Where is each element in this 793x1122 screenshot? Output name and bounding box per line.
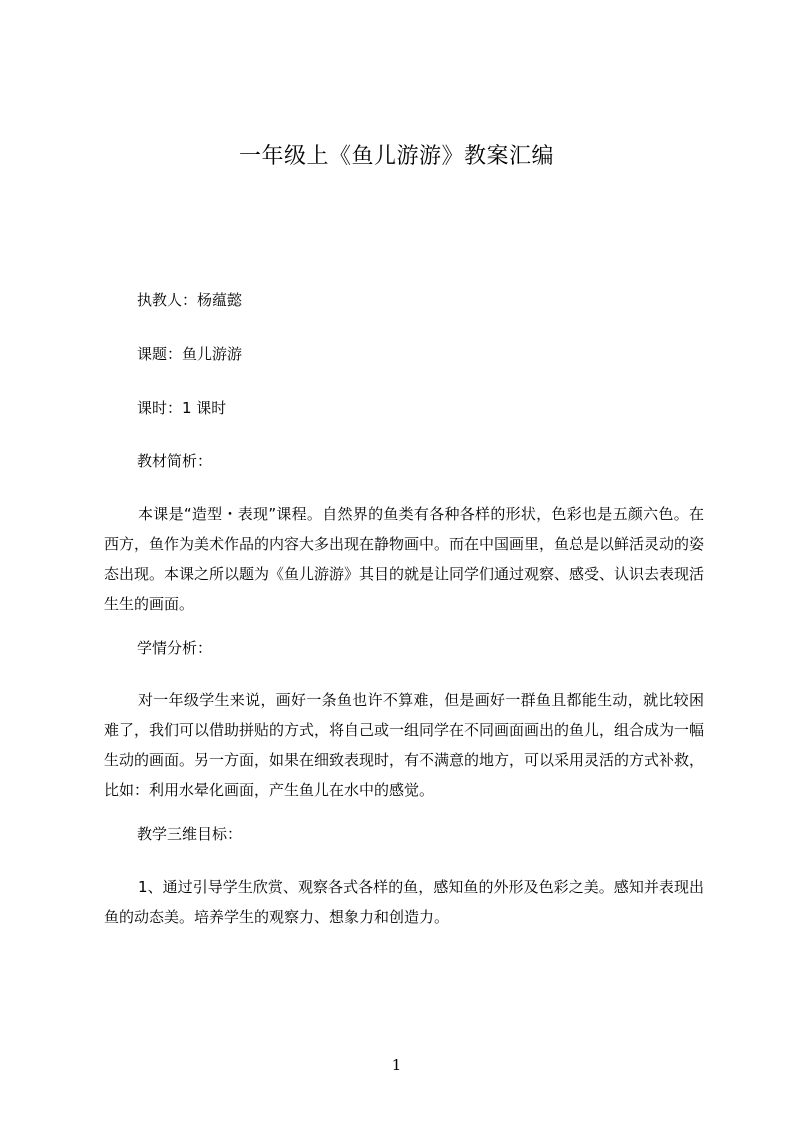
teacher-line: 执教人：杨蕴懿 xyxy=(137,291,243,309)
textbook-analysis-heading: 教材简析： xyxy=(137,452,213,470)
page-number: 1 xyxy=(391,1056,402,1074)
teaching-goals-paragraph: 1、通过引导学生欣赏、观察各式各样的鱼，感知鱼的外形及色彩之美。感知并表现出鱼的动态美。培养学生的观察力、想象力和创造力。 xyxy=(104,878,704,926)
student-analysis-paragraph: 对一年级学生来说，画好一条鱼也许不算难，但是画好一群鱼且都能生动，就比较困难了，我们可以借助拼贴的方式，将自己或一组同学在不同画面画出的鱼儿，组合成为一幅生动的画面。另一方面，如果在细致表现时，有不满意的地方，可以采用灵活的方式补救，比如：利用水晕化画面，产生鱼儿在水中的感觉。 xyxy=(104,691,705,799)
textbook-analysis-paragraph: 本课是“造型・表现”课程。自然界的鱼类有各种各样的形状，色彩也是五颜六色。在西方，鱼作为美术作品的内容大多出现在静物画中。而在中国画里，鱼总是以鲜活灵动的姿态出现。本课之所以题为《鱼儿游游》其目的就是让同学们通过观察、感受、认识去表现活生生的画面。 xyxy=(104,505,705,613)
document-title: 一年级上《鱼儿游游》教案汇编 xyxy=(238,144,554,169)
topic-line: 课题：鱼儿游游 xyxy=(137,345,243,363)
teaching-goals-heading: 教学三维目标： xyxy=(137,825,243,843)
student-analysis-heading: 学情分析： xyxy=(137,639,213,657)
duration-line: 课时：1 课时 xyxy=(137,399,227,417)
